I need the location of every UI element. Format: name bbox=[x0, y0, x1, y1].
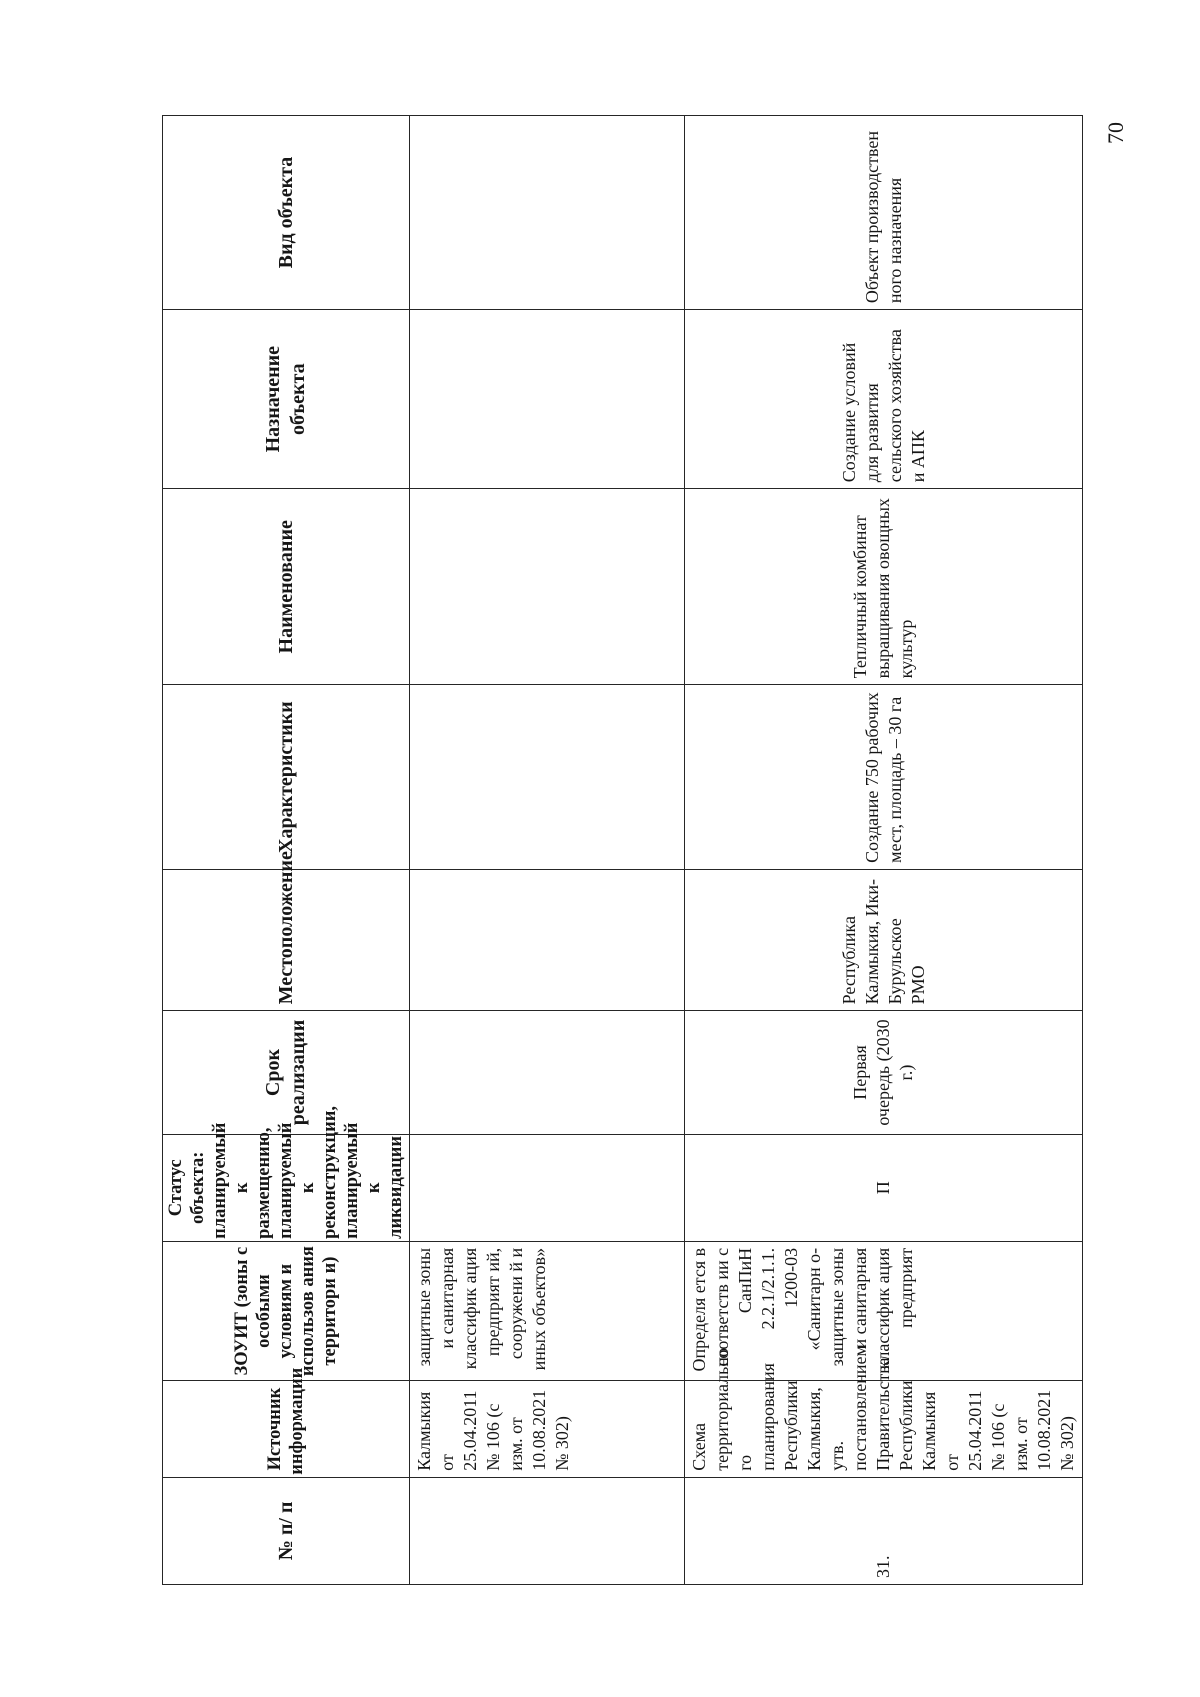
table-row-continued bbox=[410, 116, 685, 1585]
cell-status: П bbox=[685, 1134, 1083, 1241]
cell-istochnik-continued: Калмыкия от 25.04.2011 № 106 (с изм. от 10.08.2021 № 302) bbox=[410, 1381, 685, 1478]
cell-empty bbox=[410, 869, 685, 1011]
cell-empty bbox=[410, 489, 685, 685]
cell-empty bbox=[410, 116, 685, 310]
cell-zouit: Определя ется в соответств ии с СанПиН 2.2.1/2.1.1. 1200-03 «Санитарн о- защитные зоны и санитарная классифик ация предприят bbox=[685, 1241, 1083, 1380]
header-zouit: ЗОУИТ (зоны с особыми условиям и использов ания территори и) bbox=[163, 1241, 410, 1380]
cell-empty bbox=[410, 1011, 685, 1134]
cell-empty bbox=[410, 685, 685, 869]
cell-num: 31. bbox=[685, 1477, 1083, 1584]
cell-empty bbox=[410, 1134, 685, 1241]
cell-empty bbox=[410, 310, 685, 489]
rotated-table-container bbox=[162, 115, 1077, 1585]
cell-naznachenie: Создание условий для развития сельского хозяйства и АПК bbox=[685, 310, 1083, 489]
objects-table bbox=[162, 115, 1083, 1585]
header-naimenovanie: Наименование bbox=[163, 489, 410, 685]
cell-empty bbox=[410, 1477, 685, 1584]
cell-harakteristiki: Создание 750 рабочих мест, площадь – 30 га bbox=[685, 685, 1083, 869]
header-istochnik: Источник информации bbox=[163, 1381, 410, 1478]
header-status: Статус объекта: планируемый к размещению, планируемый к реконструкции, планируемый к ликвидации bbox=[163, 1134, 410, 1241]
cell-istochnik: Схема территориально го планирования Республики Калмыкия, утв. постановлением Правительства Республики Калмыкия от 25.04.2011 № 106 (с изм. от 10.08.2021 № 302) bbox=[685, 1381, 1083, 1478]
header-vid: Вид объекта bbox=[163, 116, 410, 310]
header-num: № п/ п bbox=[163, 1477, 410, 1584]
cell-naimenovanie: Тепличный комбинат выращивания овощных культур bbox=[685, 489, 1083, 685]
header-mestopolozhenie: Местоположение bbox=[163, 869, 410, 1011]
header-row bbox=[163, 116, 410, 1585]
cell-mestopolozhenie: Республика Калмыкия, Ики-Бурульское РМО bbox=[685, 869, 1083, 1011]
header-harakteristiki: Характеристики bbox=[163, 685, 410, 869]
cell-srok: Первая очередь (2030 г.) bbox=[685, 1011, 1083, 1134]
header-srok: Срок реализации bbox=[163, 1011, 410, 1134]
page-number: 70 bbox=[1103, 122, 1128, 144]
cell-vid: Объект производствен ного назначения bbox=[685, 116, 1083, 310]
cell-zouit-continued: защитные зоны и санитарная классифик ация предприят ий, сооружени й и иных объектов» bbox=[410, 1241, 685, 1380]
header-naznachenie: Назначение объекта bbox=[163, 310, 410, 489]
table-row-31 bbox=[685, 116, 1083, 1585]
